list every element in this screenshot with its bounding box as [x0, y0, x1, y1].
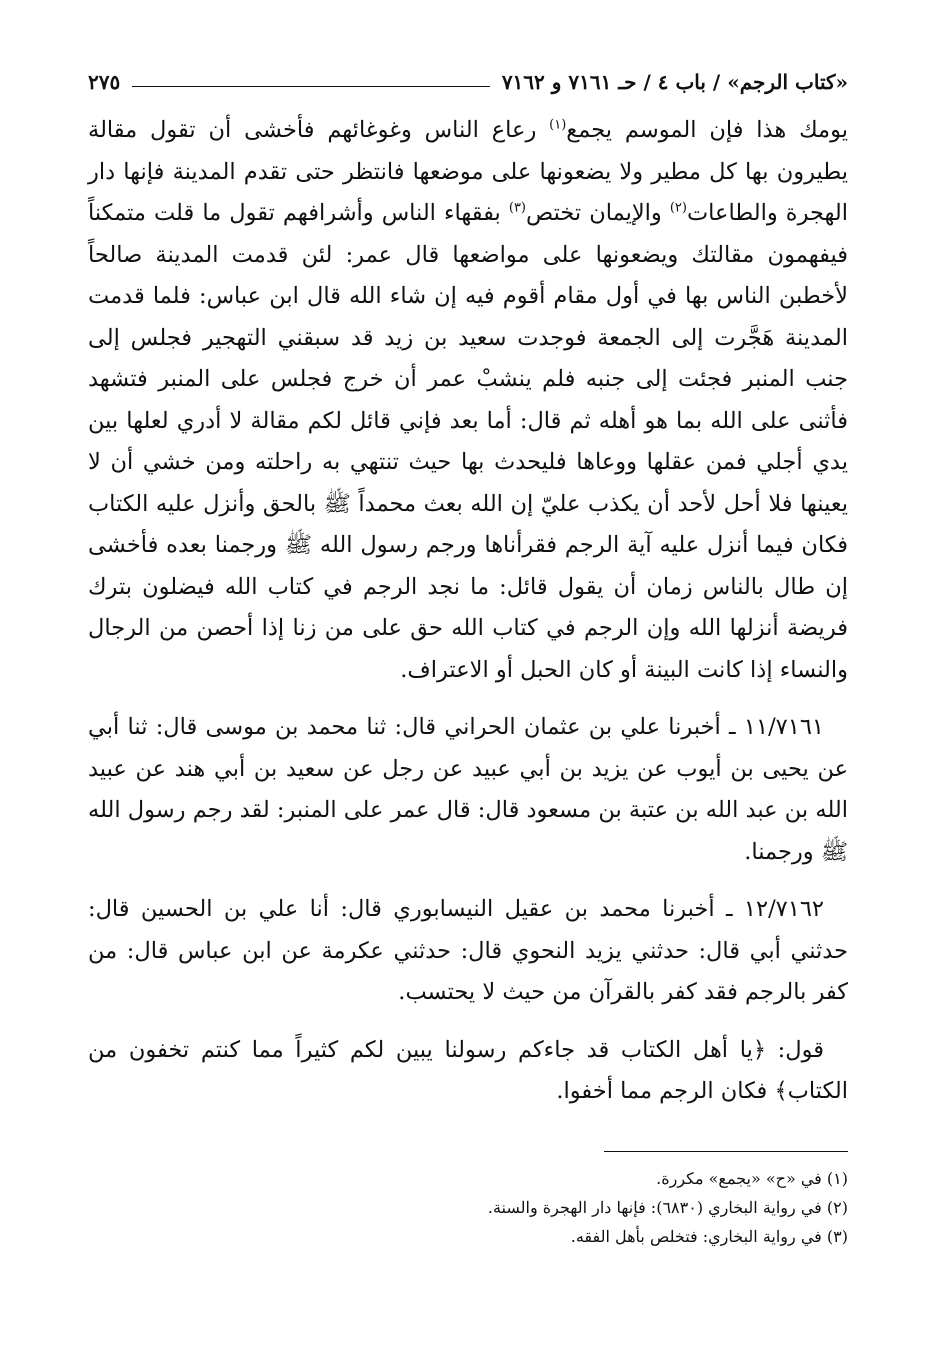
text-segment: بها كل مطير ولا يضعونها على موضعها فانتظر حتى تقدم المدينة فإنها دار الهجرة — [88, 158, 849, 226]
text-segment: المدينة هَجَّرت إلى الجمعة فوجدت سعيد بن زيد قد سبقني التهجير فجلس إلى — [88, 324, 848, 351]
footnote: (٣) في رواية البخاري: فتخلص بأهل الفقه. — [570, 1226, 848, 1246]
page — [88, 62, 848, 1251]
footnote-ref: (١) — [549, 117, 567, 133]
text-segment: ١٢/٧١٦٢ ـ أخبرنا محمد بن عقيل النيسابوري قال: أنا علي بن الحسين — [140, 896, 824, 922]
footnote-ref: (٢) — [669, 200, 687, 216]
text-segment: ١١/٧١٦١ ـ أخبرنا علي بن عثمان الحراني قال: ثنا محمد بن موسى قال: ثنا — [127, 714, 824, 740]
text-segment: والإيمان تختص — [526, 200, 670, 226]
main-text — [88, 110, 848, 1113]
footnote: (١) في «ح» «يجمع» مكررة. — [656, 1168, 848, 1188]
text-segment: أجلي فمن عقلها ووعاها فليحدث بها حيث تنتهي به راحلته ومن خشي أن لا يعينها — [88, 449, 848, 517]
text-segment: قال: حدثني أبي قال: حدثني يزيد النحوي قال: حدثني عكرمة عن ابن عباس قال: — [88, 896, 848, 964]
text-segment: رعاع الناس وغوغائهم فأخشى أن تقول مقالة يطيرون — [88, 117, 848, 185]
text-segment: قول: ﴿يا أهل الكتاب قد جاءكم رسولنا يبين لكم كثيراً مما كنتم تخفون من — [88, 1036, 824, 1063]
text-segment: بفقهاء الناس وأشرافهم تقول ما قلت متمكناً — [88, 200, 509, 226]
chapter-title: «كتاب الرجم» / باب ٤ / حـ ٧١٦١ و ٧١٦٢ — [501, 70, 848, 94]
paragraph — [88, 110, 848, 691]
text-segment: والطاعات — [686, 200, 778, 226]
text-segment: بالناس زمان أن يقول قائل: ما نجد الرجم في كتاب الله فيضلون بترك فريضة أنزلها الله — [88, 573, 848, 641]
text-segment: على الله بما هو أهله ثم قال: أما بعد فإني قائل لكم مقالة لا أدري لعلها بين يدي — [88, 407, 848, 475]
text-segment: البينة أو كان الحبل أو الاعتراف. — [400, 656, 690, 683]
running-header — [88, 62, 848, 102]
text-segment: من كفر بالرجم فقد كفر بالقرآن من حيث لا يحتسب. — [88, 937, 848, 1005]
paragraph — [88, 707, 848, 873]
text-segment: الكتاب﴾ فكان الرجم مما أخفوا. — [556, 1078, 848, 1104]
text-segment: فيما أنزل عليه آية الرجم فقرأناها ورجم رسول الله ﷺ ورجمنا بعده فأخشى إن طال — [88, 532, 848, 600]
paragraph — [88, 889, 848, 1014]
text-segment: فلا أحل لأحد أن يكذب عليّ إن الله بعث محمداً ﷺ بالحق وأنزل عليه الكتاب فكان — [88, 490, 848, 558]
text-segment: عبيد الله بن عبد الله بن عتبة بن مسعود قال: قال عمر على المنبر: لقد رجم — [88, 755, 849, 823]
footnote-ref: (٣) — [508, 200, 526, 216]
text-segment: أبي عن يحيى بن أيوب عن يزيد بن أبي عبيد عن رجل عن سعيد بن أبي هند عن — [88, 714, 848, 782]
text-segment: فيفهمون مقالتك ويضعونها على مواضعها قال عمر: لئن قدمت المدينة صالحاً — [88, 241, 848, 268]
text-segment: رسول الله ﷺ ورجمنا. — [88, 797, 848, 865]
text-segment: جنب المنبر فجئت إلى جنبه فلم ينشبْ عمر أن خرج فجلس على المنبر فتشهد فأثنى — [88, 366, 849, 434]
paragraph — [88, 1030, 848, 1113]
text-segment: وإن الرجم في كتاب الله حق على من زنا إذا أحصن من الرجال والنساء إذا كانت — [88, 615, 848, 683]
footnote-separator-wrap — [88, 1129, 848, 1152]
page-number: ٢٧٥ — [88, 70, 121, 94]
header-rule — [132, 86, 490, 87]
text-segment: لأخطبن الناس بها في أول مقام أقوم فيه إن شاء الله قال ابن عباس: فلما قدمت — [88, 283, 848, 309]
text-segment: يومك هذا فإن الموسم يجمع — [566, 117, 848, 143]
footnote: (٢) في رواية البخاري (٦٨٣٠): فإنها دار الهجرة والسنة. — [487, 1197, 848, 1217]
footnotes — [88, 1164, 848, 1251]
footnote-separator — [604, 1151, 848, 1152]
